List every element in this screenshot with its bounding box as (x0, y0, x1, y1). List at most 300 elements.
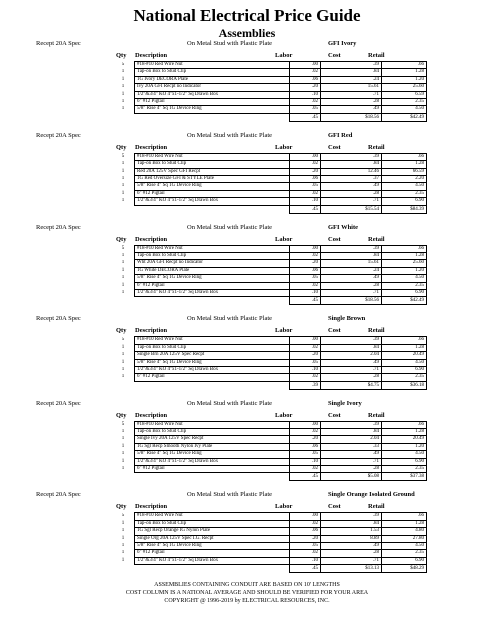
total-retail: $37.38 (382, 473, 427, 481)
section-header (0, 130, 494, 141)
table-row (112, 290, 427, 297)
item-cost: 2.04 (321, 352, 382, 359)
totals-spacer (112, 205, 135, 213)
item-qty: 1 (121, 344, 125, 350)
item-cost: .39 (321, 421, 382, 428)
item-retail: .66 (382, 513, 427, 520)
item-retail: 4.50 (382, 451, 427, 458)
section-name: Single Ivory (328, 399, 362, 407)
total-cost: $5.08 (321, 473, 382, 481)
table-row (112, 91, 427, 98)
item-qty: 1 (121, 466, 125, 472)
item-cost: 15.61 (321, 260, 382, 267)
item-labor: .02 (290, 99, 321, 106)
item-cost: .49 (321, 275, 382, 282)
item-qty: 1 (121, 260, 125, 266)
item-description: Single Brn 20A 125V Spec Recpt (135, 352, 290, 359)
totals-row (112, 473, 427, 481)
table-row (112, 458, 427, 465)
item-qty: 1 (121, 352, 125, 358)
item-retail: 1.28 (382, 429, 427, 436)
totals-row (112, 565, 427, 573)
item-qty: 1 (121, 359, 125, 365)
item-labor: .06 (290, 76, 321, 83)
item-qty: 1 (121, 161, 125, 167)
total-retail: $42.49 (382, 297, 427, 305)
footer-line: COST COLUMN IS A NATIONAL AVERAGE AND SHOULD BE VERIFIED FOR YOUR AREA (125, 590, 369, 597)
table-row (112, 337, 427, 344)
items-table (112, 153, 427, 214)
item-labor: .05 (290, 359, 321, 366)
section-spec: Recept 20A Spec (36, 491, 81, 499)
table-row (112, 543, 427, 550)
total-retail: $48.29 (382, 565, 427, 573)
item-cost: .49 (321, 106, 382, 113)
item-labor: .02 (290, 190, 321, 197)
table-row (112, 557, 427, 564)
item-labor: .20 (290, 535, 321, 542)
item-description: Tap-on Box to Stud Clip (135, 161, 290, 168)
item-labor: .02 (290, 374, 321, 381)
item-labor: .00 (290, 337, 321, 344)
item-description: 5/8" Rise 4" Sq 1G Device Ring (135, 106, 290, 113)
section-name: GFI Ivory (328, 40, 357, 47)
item-retail: 20.49 (382, 436, 427, 443)
item-cost: .71 (321, 557, 382, 564)
item-cost: .71 (321, 198, 382, 205)
item-labor: .06 (290, 528, 321, 535)
item-retail: 27.80 (382, 535, 427, 542)
totals-row (112, 205, 427, 213)
item-retail: 1.20 (382, 267, 427, 274)
column-header-cost: Cost (328, 235, 341, 243)
item-labor: .20 (290, 436, 321, 443)
column-header-labor: Labor (275, 503, 293, 511)
item-labor: .10 (290, 458, 321, 465)
section-spec: Recept 20A Spec (36, 131, 81, 139)
items-table (112, 336, 427, 389)
item-cost: .49 (321, 183, 382, 190)
column-header-qty: Qty (116, 327, 127, 335)
items-table (112, 421, 427, 482)
section-header (0, 222, 494, 233)
column-header-row (0, 411, 494, 421)
item-qty: 1 (121, 91, 125, 97)
item-qty: 1 (121, 190, 125, 196)
totals-row (112, 381, 427, 389)
total-cost: $18.56 (321, 113, 382, 121)
column-header-row (0, 502, 494, 512)
item-qty: 1 (121, 550, 125, 556)
totals-spacer (135, 473, 290, 481)
item-labor: .02 (290, 282, 321, 289)
column-header-cost: Cost (328, 327, 341, 335)
item-qty: 5 (121, 513, 125, 519)
section-mount: On Metal Stud with Plastic Plate (187, 315, 273, 323)
item-cost: .28 (321, 99, 382, 106)
column-header-cost: Cost (328, 503, 341, 511)
item-retail: .66 (382, 421, 427, 428)
table-row (112, 183, 427, 190)
item-retail: 6.90 (382, 458, 427, 465)
section-mount: On Metal Stud with Plastic Plate (187, 131, 273, 139)
item-cost: 2.04 (321, 436, 382, 443)
item-labor: .02 (290, 69, 321, 76)
table-row (112, 344, 427, 351)
item-description: #18-#10 Red Wire Nut (135, 513, 290, 520)
item-description: 1G Sgl Recp Smooth Nylon Ivy Plate (135, 443, 290, 450)
section-mount: On Metal Stud with Plastic Plate (187, 491, 273, 499)
item-cost: .24 (321, 76, 382, 83)
table-row (112, 466, 427, 473)
totals-spacer (135, 565, 290, 573)
item-labor: .05 (290, 543, 321, 550)
item-cost: .39 (321, 337, 382, 344)
column-header-row (0, 143, 494, 153)
item-cost: .39 (321, 513, 382, 520)
totals-spacer (135, 381, 290, 389)
item-qty: 5 (121, 421, 125, 427)
item-description: 1G White DECORA Plate (135, 267, 290, 274)
item-labor: .20 (290, 260, 321, 267)
totals-spacer (112, 565, 135, 573)
column-header-retail: Retail (368, 235, 385, 243)
item-retail: 1.28 (382, 161, 427, 168)
table-row (112, 535, 427, 542)
item-cost: .84 (321, 344, 382, 351)
item-qty: 1 (121, 535, 125, 541)
table-row (112, 168, 427, 175)
item-cost: .28 (321, 190, 382, 197)
item-description: 6" #12 Pigtail (135, 190, 290, 197)
item-retail: 6.90 (382, 198, 427, 205)
total-cost: $4.75 (321, 381, 382, 389)
table-row (112, 69, 427, 76)
item-labor: .06 (290, 267, 321, 274)
item-description: Single Org 20A 125V Spec I.G. Recpt (135, 535, 290, 542)
item-labor: .00 (290, 153, 321, 160)
item-retail: 4.50 (382, 275, 427, 282)
column-header-description: Description (135, 411, 168, 419)
item-qty: 1 (121, 543, 125, 549)
item-qty: 1 (121, 429, 125, 434)
table-row (112, 161, 427, 168)
items-table (112, 61, 427, 122)
totals-row (112, 113, 427, 121)
item-retail: 1.28 (382, 253, 427, 260)
item-retail: 1.28 (382, 520, 427, 527)
item-description: 6" #12 Pigtail (135, 466, 290, 473)
item-cost: .71 (321, 91, 382, 98)
column-header-qty: Qty (116, 52, 127, 59)
section-header (0, 489, 494, 500)
item-cost: .37 (321, 176, 382, 183)
item-qty: 1 (121, 451, 125, 457)
item-labor: .05 (290, 275, 321, 282)
item-labor: .20 (290, 352, 321, 359)
item-description: 1/2"&3/4" KO 4"x1-1/2" Sq Drawn Box (135, 458, 290, 465)
item-description: 5/8" Rise 4" Sq 1G Device Ring (135, 543, 290, 550)
totals-spacer (112, 113, 135, 121)
section-spec: Recept 20A Spec (36, 40, 81, 47)
item-qty: 1 (121, 76, 125, 82)
items-table (112, 512, 427, 573)
total-labor: .45 (290, 565, 321, 573)
column-header-description: Description (135, 235, 168, 243)
item-description: 6" #12 Pigtail (135, 374, 290, 381)
item-retail: .66 (382, 62, 427, 69)
section-name: GFI Red (328, 131, 353, 139)
table-row (112, 176, 427, 183)
item-qty: 5 (121, 337, 125, 343)
table-row (112, 76, 427, 83)
column-header-description: Description (135, 503, 168, 511)
item-description: 1/2"&3/4" KO 4"x1-1/2" Sq Drawn Box (135, 198, 290, 205)
item-retail: 20.49 (382, 352, 427, 359)
item-qty: 1 (121, 267, 125, 273)
item-description: 5/8" Rise 4" Sq 1G Device Ring (135, 275, 290, 282)
item-labor: .10 (290, 198, 321, 205)
item-qty: 1 (121, 198, 125, 204)
section-mount: On Metal Stud with Plastic Plate (187, 399, 273, 407)
item-description: Tap-on Box to Stud Clip (135, 253, 290, 260)
table-row (112, 245, 427, 252)
item-qty: 1 (121, 176, 125, 182)
item-description: Tap-on Box to Stud Clip (135, 344, 290, 351)
item-description: 1G Red Oversize GFI & STYLE Plate (135, 176, 290, 183)
item-cost: 12.46 (321, 168, 382, 175)
section-name: Single Brown (328, 315, 366, 323)
item-labor: .02 (290, 253, 321, 260)
item-retail: 2.20 (382, 176, 427, 183)
page-title: National Electrical Price Guide (133, 6, 361, 25)
item-description: 5/8" Rise 4" Sq 1G Device Ring (135, 183, 290, 190)
totals-spacer (135, 113, 290, 121)
section-header (0, 38, 494, 49)
item-description: #18-#10 Red Wire Nut (135, 421, 290, 428)
item-cost: .28 (321, 374, 382, 381)
item-description: 6" #12 Pigtail (135, 282, 290, 289)
item-retail: 1.20 (382, 76, 427, 83)
item-description: 1/2"&3/4" KO 4"x1-1/2" Sq Drawn Box (135, 91, 290, 98)
column-header-qty: Qty (116, 235, 127, 243)
table-row (112, 436, 427, 443)
item-retail: 4.50 (382, 183, 427, 190)
total-retail: $42.49 (382, 113, 427, 121)
item-retail: 25.60 (382, 84, 427, 91)
table-row (112, 84, 427, 91)
item-cost: .84 (321, 520, 382, 527)
item-cost: .49 (321, 359, 382, 366)
item-description: 5/8" Rise 4" Sq 1G Device Ring (135, 451, 290, 458)
item-retail: 2.35 (382, 282, 427, 289)
column-header-row (0, 235, 494, 245)
item-qty: 1 (121, 557, 125, 563)
table-row (112, 253, 427, 260)
item-cost: .84 (321, 69, 382, 76)
column-header-cost: Cost (328, 52, 341, 59)
total-retail: $84.39 (382, 205, 427, 213)
item-retail: 4.80 (382, 528, 427, 535)
column-header-description: Description (135, 143, 168, 151)
item-labor: .10 (290, 557, 321, 564)
item-retail: 25.60 (382, 260, 427, 267)
item-labor: .20 (290, 168, 321, 175)
item-labor: .00 (290, 245, 321, 252)
item-labor: .20 (290, 84, 321, 91)
item-labor: .02 (290, 520, 321, 527)
item-retail: 6.90 (382, 367, 427, 374)
column-header-cost: Cost (328, 143, 341, 151)
column-header-qty: Qty (116, 503, 127, 511)
item-description: #18-#10 Red Wire Nut (135, 245, 290, 252)
item-labor: .00 (290, 62, 321, 69)
item-qty: 1 (121, 282, 125, 288)
item-cost: .39 (321, 245, 382, 252)
item-labor: .02 (290, 344, 321, 351)
item-description: 5/8" Rise 4" Sq 1G Device Ring (135, 359, 290, 366)
item-labor: .06 (290, 176, 321, 183)
item-labor: .00 (290, 421, 321, 428)
total-retail: $36.18 (382, 381, 427, 389)
table-row (112, 106, 427, 113)
totals-spacer (112, 473, 135, 481)
item-description: 1/2"&3/4" KO 4"x1-1/2" Sq Drawn Box (135, 290, 290, 297)
column-header-cost: Cost (328, 411, 341, 419)
table-row (112, 367, 427, 374)
item-qty: 1 (121, 528, 125, 534)
item-cost: .71 (321, 367, 382, 374)
page-subtitle: Assemblies (218, 26, 276, 40)
column-header-labor: Labor (275, 327, 293, 335)
item-cost: .28 (321, 466, 382, 473)
item-labor: .06 (290, 443, 321, 450)
item-retail: 4.50 (382, 359, 427, 366)
column-header-labor: Labor (275, 52, 293, 59)
item-retail: .66 (382, 245, 427, 252)
item-qty: 1 (121, 84, 125, 90)
item-retail: 2.35 (382, 190, 427, 197)
item-qty: 1 (121, 367, 125, 373)
table-row (112, 374, 427, 381)
section-name: GFI White (328, 223, 359, 231)
item-labor: .02 (290, 429, 321, 436)
item-description: Tap-on Box to Stud Clip (135, 429, 290, 436)
item-cost: .49 (321, 451, 382, 458)
item-qty: 5 (121, 153, 125, 159)
item-labor: .05 (290, 451, 321, 458)
table-row (112, 528, 427, 535)
totals-row (112, 297, 427, 305)
item-qty: 1 (121, 99, 125, 105)
item-labor: .02 (290, 466, 321, 473)
table-row (112, 513, 427, 520)
item-retail: 2.35 (382, 99, 427, 106)
item-description: Tap-on Box to Stud Clip (135, 520, 290, 527)
total-cost: $15.54 (321, 205, 382, 213)
item-description: Tap-on Box to Stud Clip (135, 69, 290, 76)
item-description: 6" #12 Pigtail (135, 99, 290, 106)
item-retail: 4.50 (382, 543, 427, 550)
item-qty: 1 (121, 436, 125, 442)
table-row (112, 198, 427, 205)
table-row (112, 429, 427, 436)
item-description: Single Ivy 20A 125V Spec Recpt (135, 436, 290, 443)
item-description: 1/2"&3/4" KO 4"x1-1/2" Sq Drawn Box (135, 367, 290, 374)
total-cost: $18.56 (321, 297, 382, 305)
item-description: 1/2"&3/4" KO 4"x1-1/2" Sq Drawn Box (135, 557, 290, 564)
table-row (112, 520, 427, 527)
section-spec: Recept 20A Spec (36, 223, 81, 231)
item-cost: .39 (321, 153, 382, 160)
item-qty: 5 (121, 62, 125, 67)
item-qty: 1 (121, 520, 125, 526)
item-retail: 4.50 (382, 106, 427, 113)
item-cost: 15.61 (321, 84, 382, 91)
item-qty: 1 (121, 458, 125, 464)
column-header-qty: Qty (116, 143, 127, 151)
section-spec: Recept 20A Spec (36, 315, 81, 323)
item-cost: .71 (321, 290, 382, 297)
item-retail: 2.35 (382, 466, 427, 473)
item-retail: 1.20 (382, 443, 427, 450)
item-qty: 1 (121, 290, 125, 296)
table-row (112, 62, 427, 69)
section-mount: On Metal Stud with Plastic Plate (187, 223, 273, 231)
table-row (112, 550, 427, 557)
total-cost: $13.13 (321, 565, 382, 573)
section-mount: On Metal Stud with Plastic Plate (187, 40, 273, 47)
section-header (0, 398, 494, 409)
total-labor: .45 (290, 205, 321, 213)
table-row (112, 260, 427, 267)
item-labor: .10 (290, 290, 321, 297)
item-description: Wht 20A GFI Recpt no Indicator (135, 260, 290, 267)
totals-spacer (135, 297, 290, 305)
item-cost: .49 (321, 543, 382, 550)
table-row (112, 451, 427, 458)
item-cost: .24 (321, 267, 382, 274)
item-cost: .84 (321, 161, 382, 168)
item-labor: .05 (290, 106, 321, 113)
column-header-description: Description (135, 327, 168, 335)
total-labor: .45 (290, 473, 321, 481)
table-row (112, 153, 427, 160)
section-spec: Recept 20A Spec (36, 399, 81, 407)
item-qty: 1 (121, 168, 125, 174)
item-qty: 1 (121, 106, 125, 112)
item-retail: 6.90 (382, 557, 427, 564)
table-row (112, 275, 427, 282)
table-row (112, 282, 427, 289)
item-retail: .66 (382, 153, 427, 160)
item-qty: 1 (121, 253, 125, 258)
column-header-retail: Retail (368, 52, 385, 59)
item-cost: .84 (321, 253, 382, 260)
item-cost: .28 (321, 550, 382, 557)
item-retail: .66 (382, 337, 427, 344)
column-header-description: Description (135, 52, 168, 59)
item-cost: .33 (321, 443, 382, 450)
item-labor: .02 (290, 550, 321, 557)
item-description: 1G Sgl Recp Orange IG Nylon Plate (135, 528, 290, 535)
column-header-qty: Qty (116, 411, 127, 419)
item-description: 1G Ivory DECORA Plate (135, 76, 290, 83)
item-qty: 1 (121, 183, 125, 189)
footer-line: COPYRIGHT @ 1996-2019 by ELECTRICAL RESOURCES, INC. (164, 598, 330, 605)
column-header-labor: Labor (275, 411, 293, 419)
item-labor: .10 (290, 91, 321, 98)
